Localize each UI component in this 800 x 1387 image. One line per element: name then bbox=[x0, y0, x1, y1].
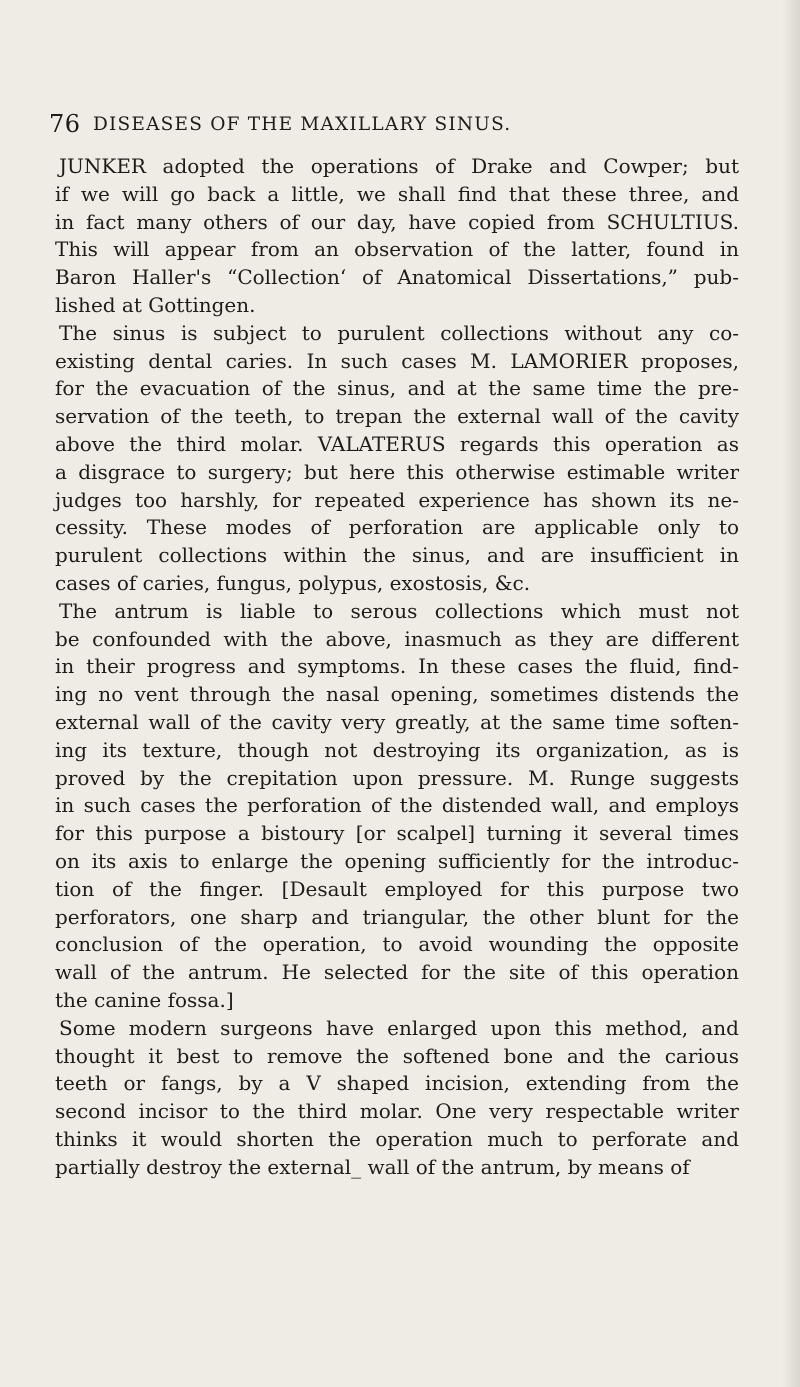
page-edge-shadow bbox=[782, 0, 800, 1387]
text-line: The antrum is liable to serous collections which must not bbox=[59, 598, 739, 623]
text-line: cases of caries, fungus, polypus, exostosis, &c. bbox=[55, 570, 531, 595]
text-line: the canine fossa.] bbox=[55, 987, 234, 1012]
text-line: ing its texture, though not destroying its organization, as is bbox=[55, 737, 739, 762]
text-line: cessity. These modes of perforation are applicable only to bbox=[55, 515, 739, 540]
text-line: for the evacuation of the sinus, and at the same time the pre- bbox=[55, 376, 739, 401]
page-header bbox=[49, 109, 749, 139]
text-line: proved by the crepitation upon pressure. M. Runge suggests bbox=[55, 765, 739, 790]
text-line: above the third molar. VALATERUS regards this operation as bbox=[55, 431, 739, 456]
text-line: if we will go back a little, we shall find that these three, and bbox=[55, 181, 739, 206]
text-line: thinks it would shorten the operation much to perforate and bbox=[55, 1126, 739, 1151]
text-line: existing dental caries. In such cases M. LAMORIER proposes, bbox=[55, 348, 739, 373]
running-head: DISEASES OF THE MAXILLARY SINUS. bbox=[93, 114, 512, 135]
text-line: conclusion of the operation, to avoid wounding the opposite bbox=[55, 932, 739, 957]
text-line: JUNKER adopted the operations of Drake and Cowper; but bbox=[59, 154, 739, 178]
text-line: for this purpose a bistoury [or scalpel] turning it several times bbox=[55, 821, 739, 846]
text-line: Some modern surgeons have enlarged upon this method, and bbox=[59, 1015, 739, 1040]
body-text bbox=[55, 153, 739, 1181]
text-line: external wall of the cavity very greatly, at the same time soften- bbox=[55, 709, 739, 734]
text-line: in their progress and symptoms. In these cases the fluid, find- bbox=[55, 654, 739, 679]
text-line: purulent collections within the sinus, and are insufficient in bbox=[55, 543, 739, 568]
text-line: perforators, one sharp and triangular, the other blunt for the bbox=[55, 904, 739, 929]
text-line: partially destroy the external_ wall of the antrum, by means of bbox=[55, 1154, 690, 1179]
text-line: teeth or fangs, by a V shaped incision, extending from the bbox=[55, 1071, 739, 1096]
text-line: This will appear from an observation of the latter, found in bbox=[55, 237, 739, 262]
paragraph bbox=[55, 598, 739, 1015]
paragraph bbox=[55, 320, 739, 598]
text-line: Baron Haller's “Collectionʻ of Anatomical Dissertations,” pub- bbox=[55, 265, 739, 290]
text-line: in such cases the perforation of the distended wall, and employs bbox=[55, 793, 739, 818]
text-line: in fact many others of our day, have copied from SCHULTIUS. bbox=[55, 209, 739, 234]
text-line: ing no vent through the nasal opening, sometimes distends the bbox=[55, 682, 739, 707]
text-line: The sinus is subject to purulent collections without any co- bbox=[59, 320, 739, 345]
text-line: lished at Gottingen. bbox=[55, 292, 256, 317]
text-line: tion of the finger. [Desault employed for this purpose two bbox=[55, 876, 739, 901]
text-line: wall of the antrum. He selected for the site of this operation bbox=[55, 960, 739, 985]
paragraph bbox=[55, 1015, 739, 1182]
text-line: thought it best to remove the softened bone and the carious bbox=[55, 1043, 739, 1068]
page-number: 76 bbox=[49, 110, 81, 138]
text-line: a disgrace to surgery; but here this otherwise estimable writer bbox=[55, 459, 739, 484]
text-line: be confounded with the above, inasmuch as they are different bbox=[55, 626, 739, 651]
text-line: second incisor to the third molar. One very respectable writer bbox=[55, 1099, 739, 1124]
text-line: judges too harshly, for repeated experience has shown its ne- bbox=[55, 487, 739, 512]
text-line: on its axis to enlarge the opening sufficiently for the introduc- bbox=[55, 848, 739, 873]
text-line: servation of the teeth, to trepan the external wall of the cavity bbox=[55, 404, 739, 429]
paragraph bbox=[55, 153, 739, 320]
